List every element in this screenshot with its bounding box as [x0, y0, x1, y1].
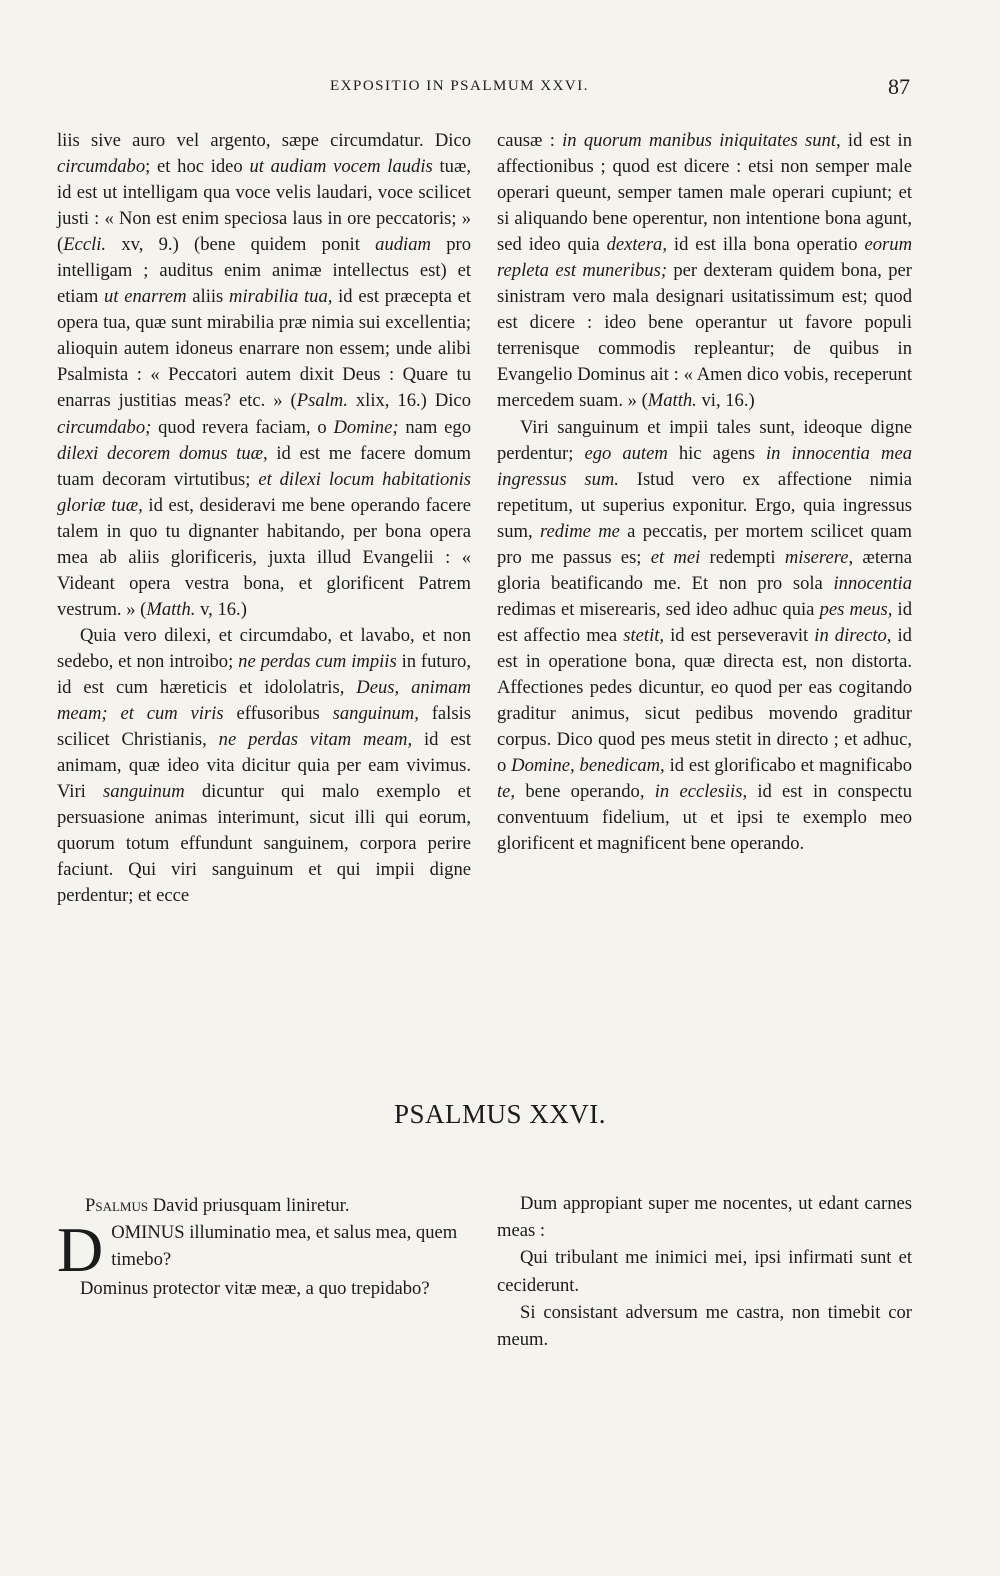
italic-run: et mei [650, 546, 701, 568]
text-run: id est in operatione bona, quæ directa est, non distorta. Affectiones pedes dicuntur, eo quod per eas cogitando graditur animus, sicut pedibus movendo graditur corpus. Dico quod pes meus stetit in directo ; et adhuc, o [497, 624, 912, 777]
italic-run: Domine; [333, 416, 399, 438]
text-run: falsis scilicet Christianis, [57, 703, 471, 751]
commentary-paragraph [497, 415, 912, 858]
psalm-superscription [57, 1192, 471, 1219]
text-run: Viri sanguinum et impii tales sunt, ideoque digne perdentur; [497, 416, 912, 464]
psalm-verse-3: Dum appropiant super me nocentes, ut edant carnes meas : [497, 1193, 912, 1242]
italic-run: mirabilia tua, [229, 286, 333, 308]
italic-run: in quorum manibus iniquitates sunt, [562, 130, 841, 151]
commentary-paragraph [497, 128, 912, 415]
italic-run: in innocentia mea ingressus sum. [497, 442, 912, 490]
psalm-text-right [497, 1190, 912, 1353]
italic-run: dilexi decorem domus tuæ, [57, 442, 268, 464]
italic-run: ut audiam vocem laudis [249, 156, 433, 178]
text-run: vi, 16.) [696, 390, 755, 412]
italic-run: sanguinum [103, 781, 185, 803]
italic-run: eorum repleta est muneribus; [497, 234, 912, 282]
text-run: aliis [186, 286, 230, 308]
italic-run: stetit, [623, 624, 665, 646]
italic-run: ego autem [584, 442, 668, 464]
italic-run: ut enarrem [104, 286, 187, 308]
text-run: id est in affectionibus ; quod est dicere : etsi non semper male operari queunt, semper tamen male operari cupiunt; et si aliquando bene operentur, non intentione bona agunt, sed ideo quia [497, 130, 912, 256]
italic-run: circumdabo [57, 156, 146, 178]
italic-run: in ecclesiis, [654, 781, 748, 803]
commentary-paragraph [57, 128, 471, 623]
text-run: in futuro, id est cum hæreticis et idololatris, [57, 650, 471, 698]
italic-run: dextera, [606, 234, 667, 256]
text-run: Istud vero ex affectione nimia repetitum, ut superius exponitur. Ergo, quia ingressus sum, [497, 468, 912, 542]
running-head [0, 74, 1000, 104]
psalm-verse-1 [57, 1214, 471, 1285]
text-run: Quia vero dilexi, et circumdabo, et lavabo, et non sedebo, et non introibo; [57, 624, 471, 672]
italic-run: Eccli. [63, 234, 107, 256]
commentary-right-column [497, 128, 912, 857]
text-run: id est me facere domum tuam decoram virtutibus; [57, 442, 471, 490]
text-run: redempti [700, 546, 785, 568]
italic-run: ne perdas cum impiis [238, 650, 397, 672]
commentary-left-column [57, 128, 471, 909]
italic-run: sanguinum, [332, 703, 419, 725]
text-run: id est in conspectu conventuum fidelium, ut et ipsi te exemplo meo glorificent et magnificent bene operando. [497, 781, 912, 855]
drop-cap: D [57, 1214, 104, 1285]
text-run: id est affectio mea [497, 598, 912, 646]
psalm-verse-5: Si consistant adversum me castra, non timebit cor meum. [497, 1301, 912, 1351]
psalm-verse-4: Qui tribulant me inimici mei, ipsi infirmati sunt et ceciderunt. [497, 1247, 912, 1296]
italic-run: miserere, [784, 546, 854, 568]
psalm-text-left [57, 1192, 471, 1302]
italic-run: Deus, animam meam; et cum viris [57, 676, 471, 725]
italic-run: et dilexi locum habitationis gloriæ tuæ, [57, 468, 471, 516]
text-run: nam ego [398, 416, 472, 438]
text-run: redimas et miserearis, sed ideo adhuc quia [497, 598, 820, 620]
italic-run: te, [497, 781, 516, 803]
text-run: id est animam, quæ ideo vita dicitur quia per eam vivimus. Viri [57, 729, 471, 803]
text-run: id est præcepta et opera tua, quæ sunt mirabilia præ nimia sui excellentia; alioquin autem idoneus enarrare non essem; unde alibi Psalmista : « Peccatori autem dixit Deus : Quare tu enarras justitias meas? etc. » ( [57, 286, 472, 412]
italic-run: pes meus, [819, 598, 893, 620]
section-title: PSALMUS XXVI. [393, 1099, 607, 1129]
text-run: id est glorificabo et magnificabo [664, 755, 912, 777]
superscription-small-caps: Psalmus [85, 1195, 149, 1216]
verse-1-text: OMINUS illuminatio mea, et salus mea, quem timebo? [111, 1222, 458, 1270]
text-run: ; et hoc ideo [145, 156, 250, 178]
italic-run: innocentia [833, 572, 912, 594]
psalm-verse-2: Dominus protector vitæ meæ, a quo trepidabo? [80, 1278, 430, 1299]
text-run: liis sive auro vel argento, sæpe circumdatur. Dico [57, 130, 471, 151]
text-run: bene operando, [515, 781, 655, 803]
text-run: id est, desideravi me bene operando facere talem in quo tu dignanter habitando, per bona opera mea ab aliis glorificeris, juxta illud Evangelii : « Videant opera vestra bona, et glorificent Patrem vestrum. » ( [57, 494, 471, 620]
italic-run: in directo, [814, 624, 892, 646]
text-run: dicuntur qui malo exemplo et persuasione animas interimunt, sicut illi qui eorum, quorum totum effundunt sanguinem, corpora perire faciunt. Qui viri sanguinum et qui impii digne perdentur; et ecce [57, 781, 472, 907]
text-run: æterna gloria beatificando me. Et non pro sola [497, 546, 912, 594]
superscription-text: David priusquam liniretur. [148, 1195, 350, 1216]
text-run: id est illa bona operatio [667, 234, 865, 256]
italic-run: Matth. [647, 390, 697, 412]
commentary-paragraph [57, 623, 471, 910]
italic-run: ne perdas vitam meam, [218, 729, 413, 751]
text-run: a peccatis, per mortem scilicet quam pro me passus es; [497, 520, 912, 568]
italic-run: Matth. [146, 598, 196, 620]
text-run: tuæ, id est ut intelligam qua voce velis laudari, voce scilicet justi : « Non est enim speciosa laus in ore peccatoris; » ( [57, 156, 471, 256]
text-run: xlix, 16.) Dico [347, 390, 471, 412]
italic-run: audiam [375, 234, 431, 256]
text-run: per dexteram quidem bona, per sinistram vero mala designari usitatissimum est; quod est dicere : ideo bene operantur ut favore populi terrenisque commodis repleantur; de quibus in Evangelio Dominus ait : « Amen dico vobis, receperunt mercedem suam. » ( [497, 260, 912, 412]
text-run: hic agens [667, 442, 766, 464]
italic-run: Psalm. [296, 390, 348, 412]
italic-run: redime me [539, 520, 620, 542]
text-run: effusoribus [223, 703, 333, 725]
page-number: 87 [888, 74, 910, 99]
text-run: xv, 9.) (bene quidem ponit [106, 234, 376, 256]
text-run: causæ : [497, 130, 563, 151]
italic-run: circumdabo; [57, 416, 152, 438]
text-run: id est perseveravit [664, 624, 815, 646]
text-run: pro intelligam ; auditus enim animæ intellectus est) et etiam [57, 234, 471, 308]
running-title: EXPOSITIO IN PSALMUM XXVI. [330, 78, 590, 94]
text-run: quod revera faciam, o [151, 416, 334, 438]
italic-run: Domine, benedicam, [511, 755, 665, 777]
text-run: v, 16.) [195, 598, 247, 620]
